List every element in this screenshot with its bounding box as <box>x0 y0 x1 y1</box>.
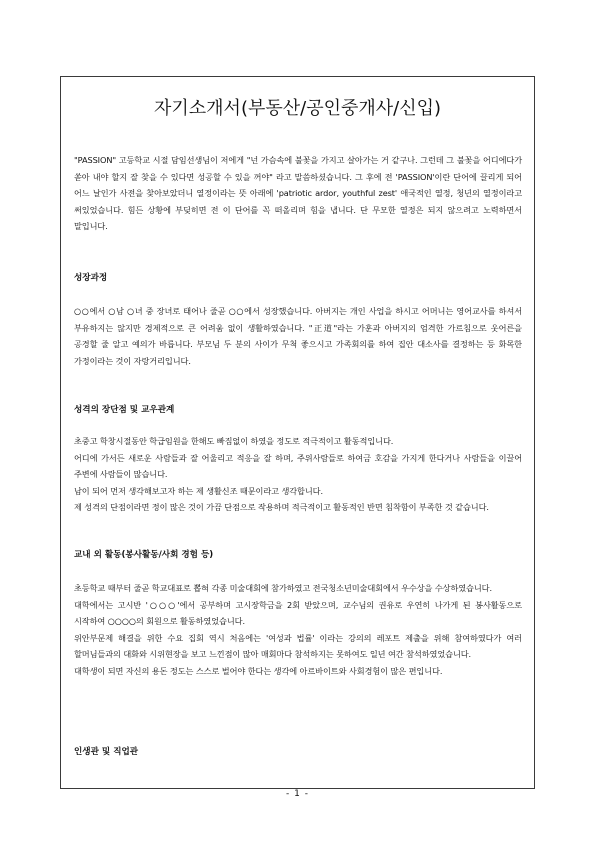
paragraph: 어디에 가서든 새로운 사람들과 잘 어울리고 적응을 잘 하며, 주위사람들로 하여금 호감을 가지게 한다거나 사람들을 이끌어 주변에 사람들이 많습니다. <box>74 452 522 480</box>
section-heading-life-view <box>74 744 522 760</box>
intro-section <box>74 152 522 235</box>
paragraph: 남이 되어 먼저 생각해보고자 하는 제 생활신조 때문이라고 생각합니다. <box>74 485 323 496</box>
section-heading-personality <box>74 402 522 418</box>
paragraph: 초중고 학창시절동안 학급임원을 한해도 빠짐없이 하였을 정도로 적극적이고 활동적입니다. <box>74 436 394 446</box>
growth-section <box>74 303 522 369</box>
section-heading-growth <box>74 270 522 286</box>
paragraph: 대학생이 되면 자신의 용돈 정도는 스스로 벌어야 한다는 생각에 아르바이트와 사회경험이 많은 편입니다. <box>74 665 443 676</box>
paragraph: 제 성격의 단점이라면 정이 많은 것이 가끔 단점으로 작용하며 적극적이고 활동적인 반면 침착함이 부족한 것 같습니다. <box>74 502 489 513</box>
paragraph: 대학에서는 고시반 '○○○'에서 공부하며 고시장학금을 2회 받았으며, 교수님의 권유로 우연히 나가게 된 봉사활동으로 시작하여 ○○○○의 회원으로 활동하였었습니다. <box>74 599 522 627</box>
section-heading: 교내 외 활동(봉사활동/사회 경험 등) <box>74 550 214 560</box>
section-heading-activities <box>74 547 522 563</box>
paragraph: ○○에서 ○남 ○녀 중 장녀로 태어나 줄곧 ○○에서 성장했습니다. 아버지는 개인 사업을 하시고 어머니는 영어교사를 하셔서 부유하지는 않지만 경제적으로 큰 어려움 없이 생활하였습니다. "正道"라는 가훈과 아버지의 엄격한 가르침으로 웃어른을 공경할 줄 알고 예의가 바릅니다. 부모님 두 분의 사이가 무척 좋으시고 가족회의를 하여 집안 대소사를 결정하는 등 화목한 가정이라는 것이 자랑거리입니다. <box>74 306 522 366</box>
document-title: 자기소개서(부동산/공인중개사/신입) <box>154 98 441 119</box>
page-number: - 1 - <box>286 789 309 799</box>
section-heading: 인생관 및 직업관 <box>74 747 139 757</box>
activities-section <box>74 580 522 680</box>
paragraph: 초등학교 때부터 줄곧 학교대표로 뽑혀 각종 미술대회에 참가하였고 전국청소년미술대회에서 우수상을 수상하였습니다. <box>74 583 492 593</box>
personality-section <box>74 433 522 516</box>
section-heading: 성장과정 <box>74 273 108 283</box>
section-heading: 성격의 장단점 및 교우관계 <box>74 405 175 415</box>
paragraph: 위안부문제 해결을 위한 수요 집회 역시 처음에는 '여성과 법률' 이라는 강의의 레포트 제출을 위해 참여하였다가 여러 할머님들과의 대화와 시위현장을 보고 느낀점이 많아 매회마다 참석하지는 못하여도 일년 여간 참석하였었습니다. <box>74 632 522 660</box>
intro-paragraph: "PASSION" 고등학교 시절 담임선생님이 저에게 "넌 가슴속에 불꽃을 가지고 살아가는 거 같구나. 그런데 그 불꽃을 어디에다가 쏟아 내야 할지 잘 찾을 수 있다면 성공할 수 있을 꺼야" 라고 말씀하셨습니다. 그 후에 전 'PASSION'이란 단어에 끌리게 되어 어느 날인가 사전을 찾아보았더니 열정이라는 뜻 아래에 'patriotic ardor, youthful zest' 애국적인 열정, 청년의 열정이라고 써있었습니다. 힘든 상황에 부딪히면 전 이 단어를 꼭 떠올리며 힘을 냅니다. 단 무모한 열정은 되지 않으려고 노력하면서 말입니다. <box>74 155 522 232</box>
